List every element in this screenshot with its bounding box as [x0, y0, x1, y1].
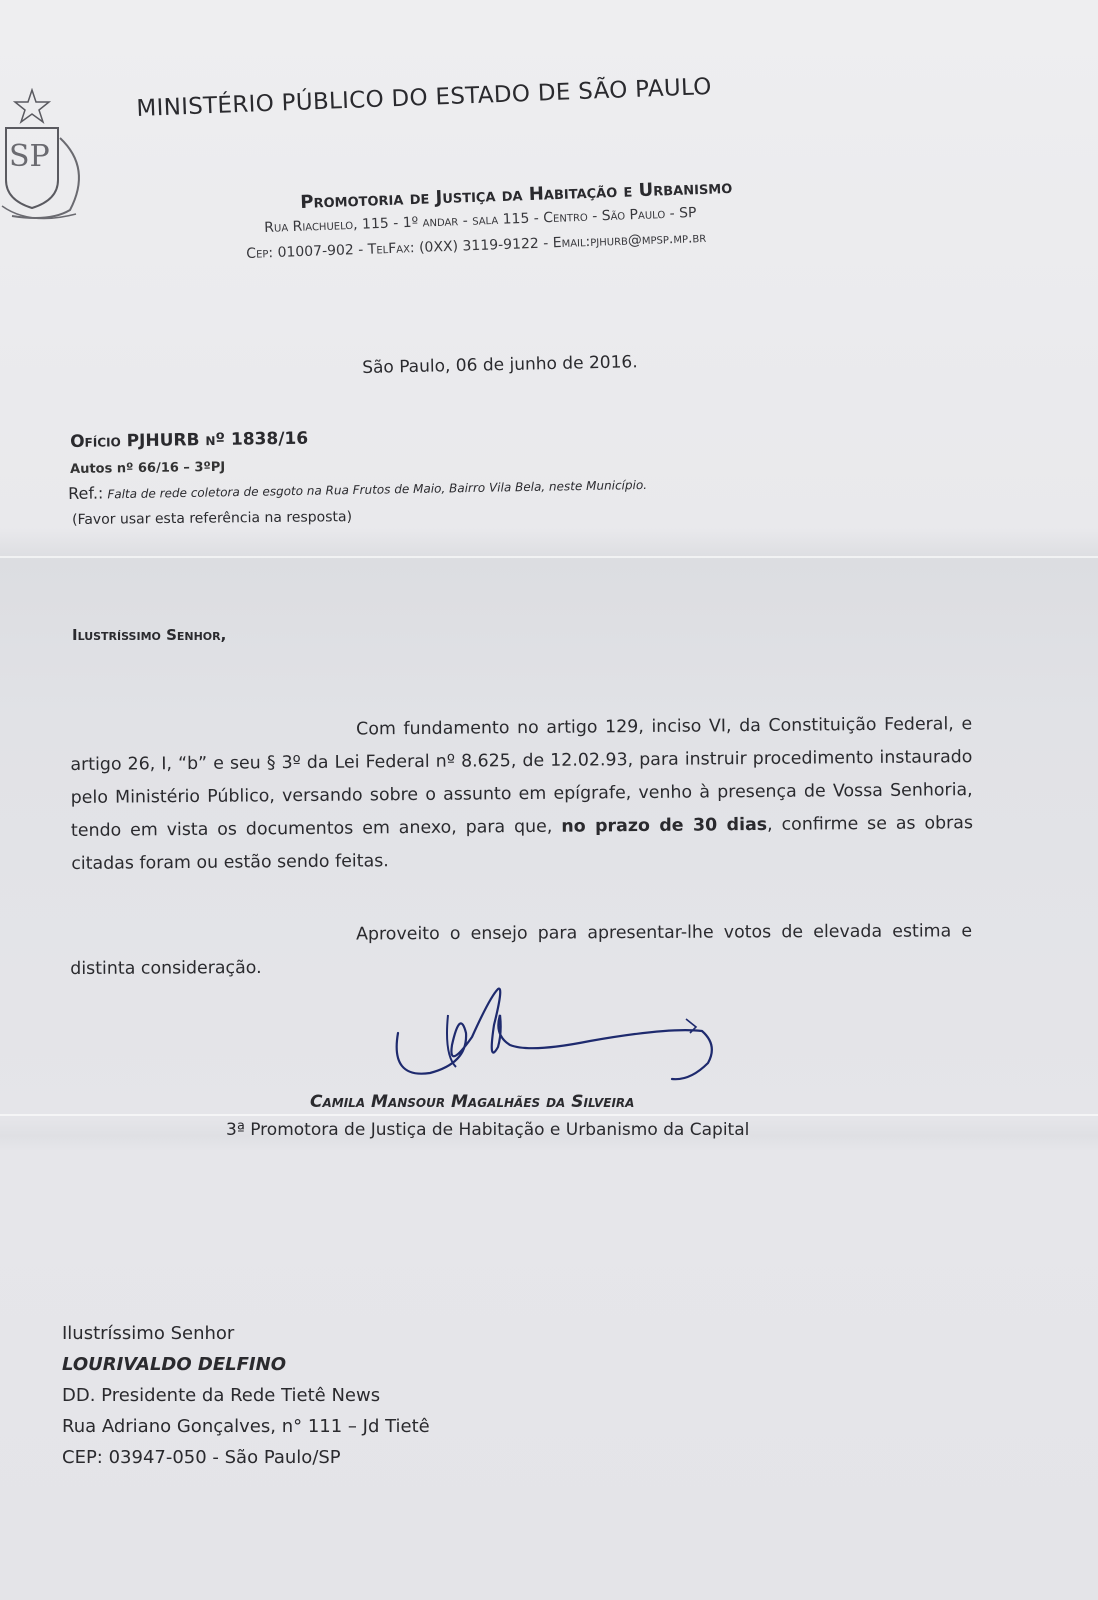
state-seal-icon	[0, 88, 100, 228]
recipient-block	[62, 1318, 430, 1473]
handwritten-signature	[390, 975, 730, 1090]
address-line-1: Rua Riachuelo, 115 - 1º andar - sala 115 - Centro - São Paulo - SP	[264, 204, 697, 236]
body-paragraph-2: Aproveito o ensejo para apresentar-lhe votos de elevada estima e distinta consideração.	[70, 921, 973, 979]
p1-text: Com fundamento no artigo 129, inciso VI, da Constituição Federal, e artigo 26, I, “b” e seu § 3º da Lei Federal nº 8.625, de 12.02.93, para instruir procedimento instaurado pelo Ministério Público, versando sobre o assunto em epígrafe, venho à presença de Vossa Senhoria, tendo em vista os documentos em anexo, para que,	[70, 714, 973, 841]
recipient-name: LOURIVALDO DELFINO	[62, 1354, 286, 1375]
greeting: Ilustríssimo Senhor,	[72, 626, 227, 644]
p1-end: , confirme se as obras citadas foram ou estão sendo feitas.	[71, 813, 974, 874]
paper-fold-1	[0, 556, 1098, 558]
reference-line	[68, 474, 647, 503]
reference-note: (Favor usar esta referência na resposta)	[72, 509, 353, 528]
p1-deadline: no prazo de 30 dias	[561, 814, 768, 837]
letter-date: São Paulo, 06 de junho de 2016.	[362, 352, 638, 378]
body-paragraph-1	[70, 708, 973, 881]
promotoria-name: Promotoria de Justiça da Habitação e Urbanismo	[300, 176, 733, 213]
ministry-title: MINISTÉRIO PÚBLICO DO ESTADO DE SÃO PAULO	[136, 73, 713, 122]
reference-text: Falta de rede coletora de esgoto na Rua Frutos de Maio, Bairro Vila Bela, neste Município.	[107, 477, 648, 502]
paper-fold-2	[0, 1114, 1098, 1116]
signatory-name: Camila Mansour Magalhães da Silveira	[310, 1092, 635, 1112]
recipient-cep: CEP: 03947-050 - São Paulo/SP	[62, 1447, 341, 1468]
recipient-street: Rua Adriano Gonçalves, n° 111 – Jd Tietê	[62, 1416, 430, 1437]
address-line-2: Cep: 01007-902 - TelFax: (0XX) 3119-9122 - Email:pjhurb@mpsp.mp.br	[246, 229, 707, 262]
autos-number: Autos nº 66/16 – 3ºPJ	[70, 459, 226, 477]
svg-text:SP: SP	[9, 139, 50, 174]
recipient-salutation: Ilustríssimo Senhor	[62, 1323, 235, 1344]
recipient-title: DD. Presidente da Rede Tietê News	[62, 1385, 381, 1406]
signatory-role: 3ª Promotora de Justiça de Habitação e Urbanismo da Capital	[226, 1120, 750, 1140]
oficio-number: Ofício PJHURB nº 1838/16	[70, 428, 309, 452]
reference-label: Ref.:	[68, 483, 104, 503]
